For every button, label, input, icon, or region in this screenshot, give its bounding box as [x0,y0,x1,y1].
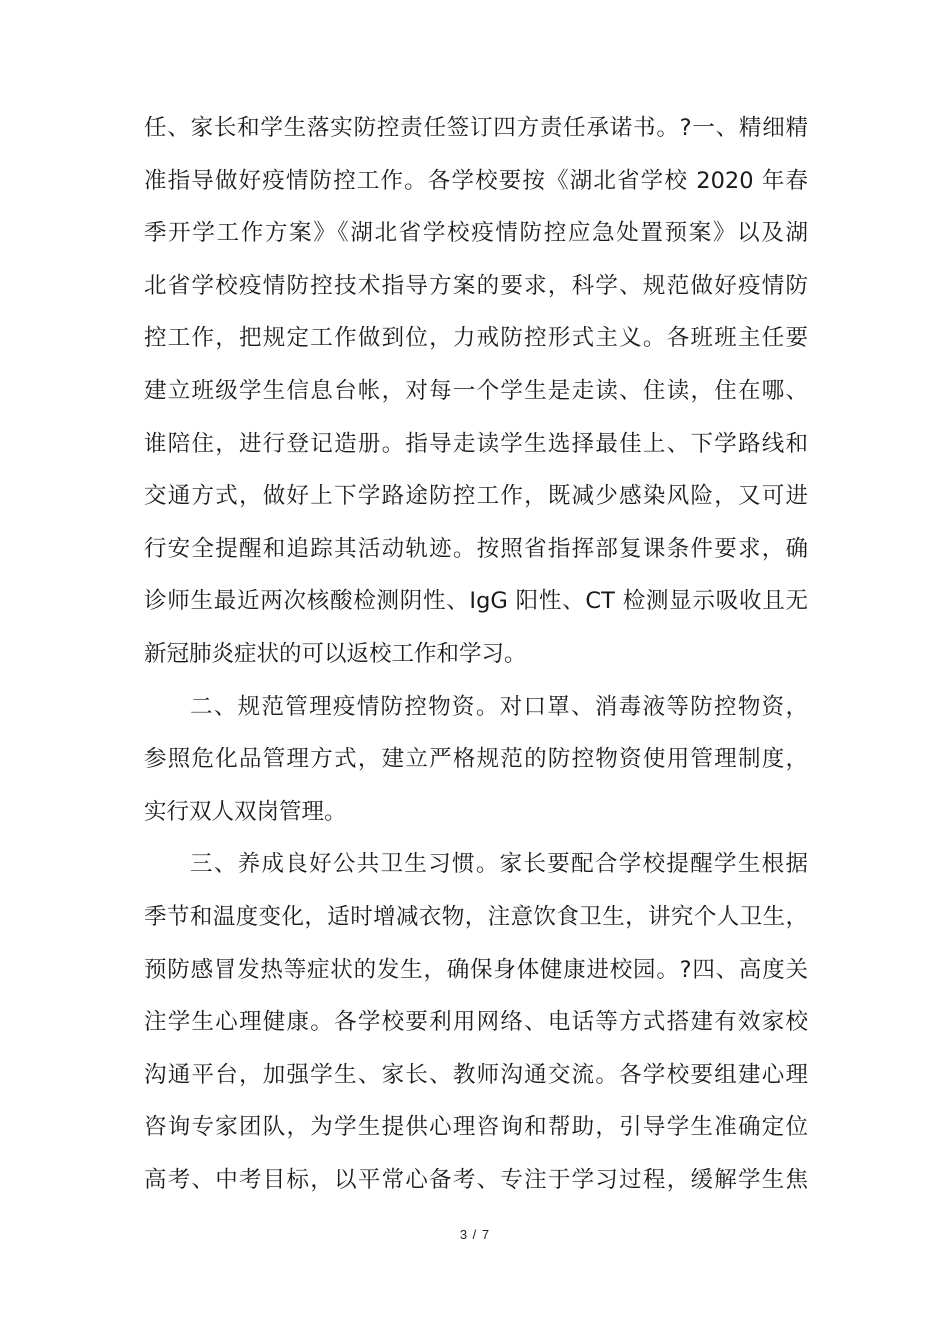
text-line: 三、养成良好公共卫生习惯。家长要配合学校提醒学生根据 [190,851,808,877]
text-line: 行安全提醒和追踪其活动轨迹。按照省指挥部复课条件要求，确 [144,536,808,562]
text-line: 建立班级学生信息台帐，对每一个学生是走读、住读，住在哪、 [144,378,808,404]
text-line: 诊师生最近两次核酸检测阴性、IgG 阳性、CT 检测显示吸收且无 [144,588,808,614]
text-line: 高考、中考目标，以平常心备考、专注于学习过程，缓解学生焦 [144,1167,808,1193]
text-line: 准指导做好疫情防控工作。各学校要按《湖北省学校 2020 年春 [144,168,808,194]
text-line: 季开学工作方案》《湖北省学校疫情防控应急处置预案》以及湖 [144,220,808,246]
text-line: 注学生心理健康。各学校要利用网络、电话等方式搭建有效家校 [144,1009,808,1035]
text-line: 预防感冒发热等症状的发生，确保身体健康进校园。?四、高度关 [144,957,808,983]
text-line: 二、规范管理疫情防控物资。对口罩、消毒液等防控物资， [190,694,808,720]
text-line: 咨询专家团队，为学生提供心理咨询和帮助，引导学生准确定位 [144,1114,808,1140]
text-line: 交通方式，做好上下学路途防控工作，既减少感染风险，又可进 [144,483,808,509]
text-line: 控工作，把规定工作做到位，力戒防控形式主义。各班班主任要 [144,325,808,351]
text-line: 新冠肺炎症状的可以返校工作和学习。 [144,641,527,667]
page-number: 3 / 7 [459,1227,491,1242]
text-line: 谁陪住，进行登记造册。指导走读学生选择最佳上、下学路线和 [144,431,808,457]
text-line: 任、家长和学生落实防控责任签订四方责任承诺书。?一、精细精 [144,115,808,141]
text-line: 季节和温度变化，适时增减衣物，注意饮食卫生，讲究个人卫生， [144,904,808,930]
text-line: 沟通平台，加强学生、家长、教师沟通交流。各学校要组建心理 [144,1062,808,1088]
text-line: 参照危化品管理方式，建立严格规范的防控物资使用管理制度， [144,746,808,772]
text-line: 实行双人双岗管理。 [144,799,347,825]
text-line: 北省学校疫情防控技术指导方案的要求，科学、规范做好疫情防 [144,273,808,299]
